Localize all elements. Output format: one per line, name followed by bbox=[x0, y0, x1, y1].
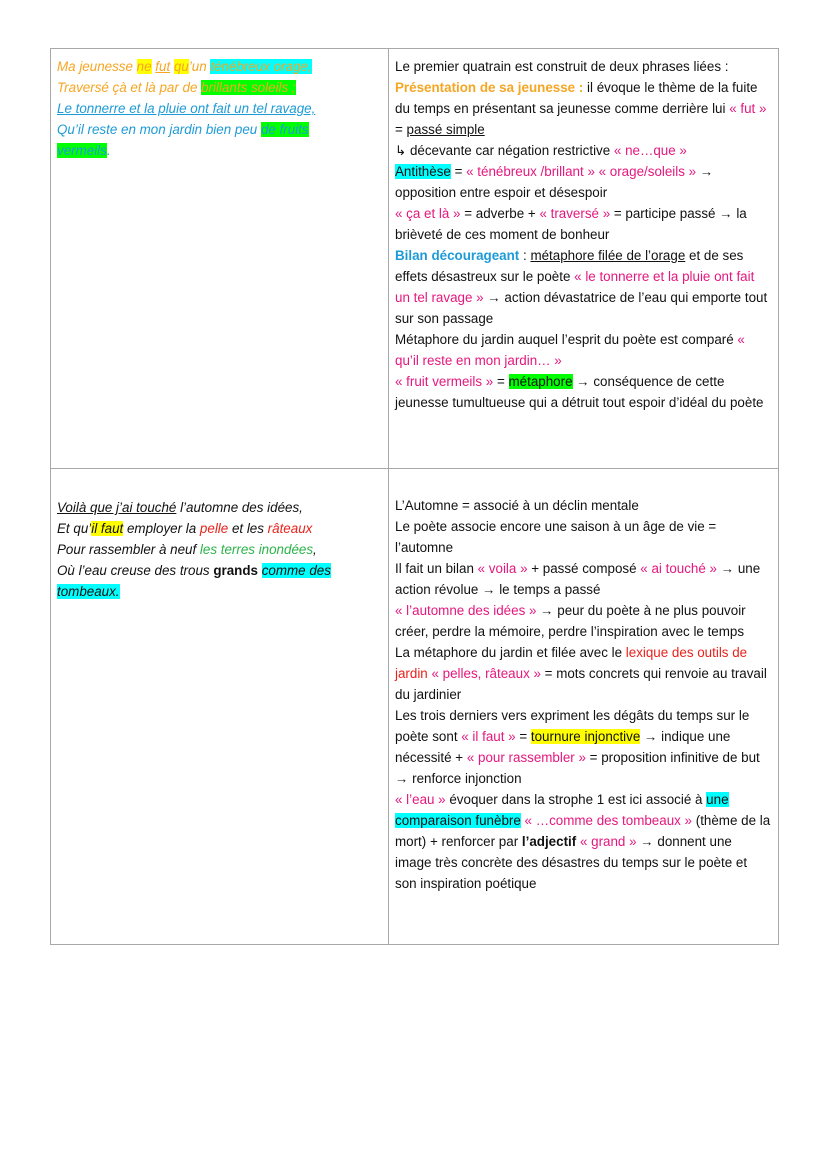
analysis-paragraph: Métaphore du jardin auquel l’esprit du poète est comparé « qu’il reste en mon jardin… » bbox=[395, 332, 745, 368]
highlight-il-faut: il faut bbox=[91, 521, 124, 536]
analysis-paragraph: Les trois derniers vers expriment les dégâts du temps sur le poète sont « il faut » = tournure injonctive → indique une nécessité + « pour rassembler » = proposition infinitive de but → renforce injonction bbox=[395, 708, 760, 786]
highlight-vermeils: vermeils bbox=[57, 143, 107, 158]
poem-line: Où l’eau creuse des trous grands comme des bbox=[57, 563, 331, 578]
poem-line: Voilà que j’ai touché l’automne des idées, bbox=[57, 500, 303, 515]
return-arrow-icon: ↳ bbox=[395, 143, 407, 158]
poem-line: Le tonnerre et la pluie ont fait un tel ravage, bbox=[57, 101, 316, 116]
highlight-brillants-soleils: brillants soleils ; bbox=[201, 80, 296, 95]
analysis-paragraph: « ça et là » = adverbe + « traversé » = participe passé → la brièveté de ces moment de bonheur bbox=[395, 206, 747, 242]
analysis-paragraph: « l’automne des idées » → peur du poète à ne plus pouvoir créer, perdre la mémoire, perdre l’inspiration avec le temps bbox=[395, 603, 746, 639]
poem-line bbox=[57, 581, 382, 602]
poem-line: vermeils. bbox=[57, 143, 111, 158]
analysis-table bbox=[50, 48, 779, 945]
highlight-de-fruits: de fruits bbox=[260, 122, 309, 137]
stanza-1-row bbox=[51, 49, 779, 469]
stanza-1-poem bbox=[51, 49, 389, 469]
analysis-paragraph: Bilan décourageant : métaphore filée de l’orage et de ses effets désastreux sur le poète « le tonnerre et la pluie ont fait un tel ravage » → action dévastatrice de l’eau qui emporte tout sur son passage bbox=[395, 248, 768, 326]
highlight-qu: qu bbox=[173, 59, 189, 74]
analysis-paragraph: Le poète associe encore une saison à un âge de vie = l’automne bbox=[395, 519, 717, 555]
stanza-2-analysis bbox=[389, 469, 779, 945]
poem-line: Traversé çà et là par de brillants soleils ; bbox=[57, 80, 296, 95]
highlight-metaphore: métaphore bbox=[508, 374, 573, 389]
analysis-paragraph: « fruit vermeils » = métaphore → conséquence de cette jeunesse tumultueuse qui a détruit tout espoir d’idéal du poète bbox=[395, 374, 764, 410]
highlight-tombeaux: tombeaux. bbox=[57, 584, 120, 599]
highlight-antithese: Antithèse bbox=[395, 164, 451, 179]
stanza-1-analysis bbox=[389, 49, 779, 469]
analysis-paragraph: La métaphore du jardin et filée avec le lexique des outils de jardin « pelles, râteaux » = mots concrets qui renvoie au travail du jardinier bbox=[395, 645, 767, 702]
highlight-comme-des: comme des bbox=[261, 563, 331, 578]
analysis-paragraph: Antithèse = « ténébreux /brillant » « orage/soleils » → opposition entre espoir et désespoir bbox=[395, 164, 714, 200]
stanza-2-row bbox=[51, 469, 779, 945]
highlight-tournure-injonctive: tournure injonctive bbox=[530, 729, 641, 744]
poem-line: Qu’il reste en mon jardin bien peu de fruits bbox=[57, 122, 309, 137]
analysis-paragraph: Présentation de sa jeunesse : il évoque le thème de la fuite du temps en présentant sa jeunesse comme derrière lui « fut » = passé simple bbox=[395, 80, 767, 137]
analysis-paragraph: Le premier quatrain est construit de deux phrases liées : bbox=[395, 59, 729, 74]
analysis-paragraph: « l’eau » évoquer dans la strophe 1 est ici associé à une comparaison funèbre « …comme des tombeaux » (thème de la mort) + renforcer par l’adjectif « grand » → donnent une image très concrète des désastres du temps sur le poète et son inspiration poétique bbox=[395, 792, 771, 891]
underlined-fut: fut bbox=[155, 59, 171, 74]
analysis-paragraph: ↳ décevante car négation restrictive « ne…que » bbox=[395, 143, 687, 158]
analysis-paragraph: Il fait un bilan « voila » + passé composé « ai touché » → une action révolue → le temps a passé bbox=[395, 561, 761, 597]
stanza-2-poem bbox=[51, 469, 389, 945]
poem-line: Pour rassembler à neuf les terres inondées, bbox=[57, 542, 317, 557]
highlight-tenebreux-orage: ténébreux orage, bbox=[210, 59, 312, 74]
analysis-paragraph: L’Automne = associé à un déclin mentale bbox=[395, 498, 639, 513]
poem-line: Ma jeunesse ne fut qu’un ténébreux orage, bbox=[57, 59, 312, 74]
highlight-comparaison-funebre: une comparaison funèbre bbox=[395, 792, 729, 828]
poem-line: Et qu’il faut employer la pelle et les râteaux bbox=[57, 521, 313, 536]
highlight-ne: ne bbox=[136, 59, 152, 74]
